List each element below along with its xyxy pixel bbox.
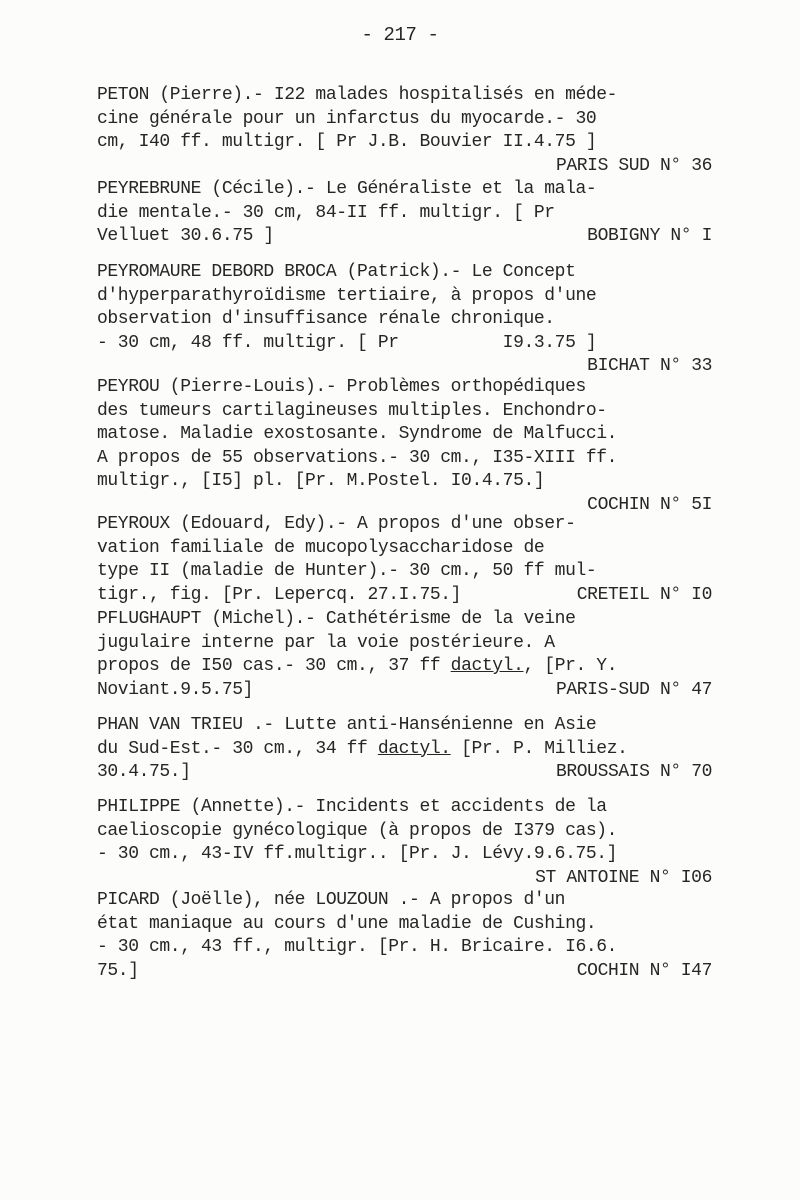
entry-line: cm, I40 ff. multigr. [ Pr J.B. Bouvier II.4.75 ] xyxy=(97,132,597,152)
entry-line: vation familiale de mucopolysaccharidose de xyxy=(97,537,545,558)
entry-text: , [Pr. Y. xyxy=(523,656,618,676)
entry-location: CRETEIL N° I0 xyxy=(576,584,712,605)
entry-line: matose. Maladie exostosante. Syndrome de Malfucci. xyxy=(97,424,618,444)
entry-line: tigr., fig. [Pr. Lepercq. 27.I.75.] xyxy=(97,584,462,605)
entry-line: PFLUGHAUPT (Michel).- Cathétérisme de la veine xyxy=(97,609,576,629)
bibliography-entry-peyromaure xyxy=(97,261,712,379)
entry-line: PEYROMAURE DEBORD BROCA (Patrick).- Le Concept xyxy=(97,262,576,282)
entry-line: PETON (Pierre).- I22 malades hospitalisés en méde- xyxy=(97,85,618,105)
bibliography-entry-picard xyxy=(97,889,712,983)
entry-line: état maniaque au cours d'une maladie de Cushing. xyxy=(97,913,597,934)
entry-location: PARIS SUD N° 36 xyxy=(555,155,712,176)
entry-location: BOBIGNY N° I xyxy=(587,226,712,246)
page-number: - 217 - xyxy=(361,24,439,46)
bibliography-entry-peton xyxy=(97,84,712,178)
entry-line xyxy=(97,738,712,762)
entry-line: A propos de 55 observations.- 30 cm., I35-XIII ff. xyxy=(97,447,618,468)
entry-line: caelioscopie gynécologique (à propos de I379 cas). xyxy=(97,820,618,841)
entry-line-with-location xyxy=(97,960,712,984)
entry-text: du Sud-Est.- 30 cm., 34 ff xyxy=(97,738,378,759)
entry-line: PHAN VAN TRIEU .- Lutte anti-Hansénienne en Asie xyxy=(97,715,597,735)
entry-line: multigr., [I5] pl. [Pr. M.Postel. I0.4.75.] xyxy=(97,471,545,491)
entry-text: [Pr. P. Milliez. xyxy=(450,738,628,759)
entry-line: 75.] xyxy=(97,960,139,981)
entry-line xyxy=(97,655,712,679)
entry-line: des tumeurs cartilagineuses multiples. Enchondro- xyxy=(97,400,607,421)
entry-line: 30.4.75.] xyxy=(97,762,191,782)
entry-location: ST ANTOINE N° I06 xyxy=(535,867,712,888)
bibliography-entry-peyroux xyxy=(97,513,712,607)
underlined-text: dactyl. xyxy=(450,656,524,676)
entry-line-with-location xyxy=(97,584,712,608)
entry-line: PEYROU (Pierre-Louis).- Problèmes orthopédiques xyxy=(97,377,586,397)
entry-line-with-location xyxy=(97,679,712,703)
entry-line: PEYROUX (Edouard, Edy).- A propos d'une obser- xyxy=(97,514,576,534)
bibliography-entry-peyrebrune xyxy=(97,178,712,249)
bibliography-entry-phan-van-trieu xyxy=(97,714,712,785)
entry-line: d'hyperparathyroïdisme tertiaire, à propos d'une xyxy=(97,285,597,306)
bibliography-entry-pflughaupt xyxy=(97,608,712,702)
entry-line: die mentale.- 30 cm, 84-II ff. multigr. [ Pr xyxy=(97,202,555,223)
bibliography-entry-philippe xyxy=(97,796,712,890)
entry-line: jugulaire interne par la voie postérieure. A xyxy=(97,632,555,653)
entry-line: observation d'insuffisance rénale chronique. xyxy=(97,309,555,329)
entry-line: type II (maladie de Hunter).- 30 cm., 50 ff mul- xyxy=(97,561,597,581)
entry-line-with-location xyxy=(97,761,712,785)
entry-line: PHILIPPE (Annette).- Incidents et accidents de la xyxy=(97,797,607,817)
entry-line: PEYREBRUNE (Cécile).- Le Généraliste et la mala- xyxy=(97,179,597,199)
entry-line: - 30 cm., 43 ff., multigr. [Pr. H. Bricaire. I6.6. xyxy=(97,937,618,957)
entry-line: - 30 cm., 43-IV ff.multigr.. [Pr. J. Lévy.9.6.75.] xyxy=(97,844,618,864)
bibliography-entry-peyrou xyxy=(97,376,712,517)
entry-location: BROUSSAIS N° 70 xyxy=(555,762,712,782)
entry-line: cine générale pour un infarctus du myocarde.- 30 xyxy=(97,108,597,129)
entry-line: - 30 cm, 48 ff. multigr. [ Pr I9.3.75 ] xyxy=(97,332,597,353)
entry-location: PARIS-SUD N° 47 xyxy=(555,679,712,700)
entry-line-with-location xyxy=(97,225,712,249)
entry-location: COCHIN N° 5I xyxy=(587,494,712,515)
entry-line: PICARD (Joëlle), née LOUZOUN .- A propos d'un xyxy=(97,890,566,910)
entry-line: Velluet 30.6.75 ] xyxy=(97,226,274,246)
entry-location: BICHAT N° 33 xyxy=(587,356,712,376)
entry-location: COCHIN N° I47 xyxy=(576,960,712,981)
entry-text: propos de I50 cas.- 30 cm., 37 ff xyxy=(97,656,451,676)
entry-line: Noviant.9.5.75] xyxy=(97,679,254,700)
underlined-text: dactyl. xyxy=(377,738,451,759)
